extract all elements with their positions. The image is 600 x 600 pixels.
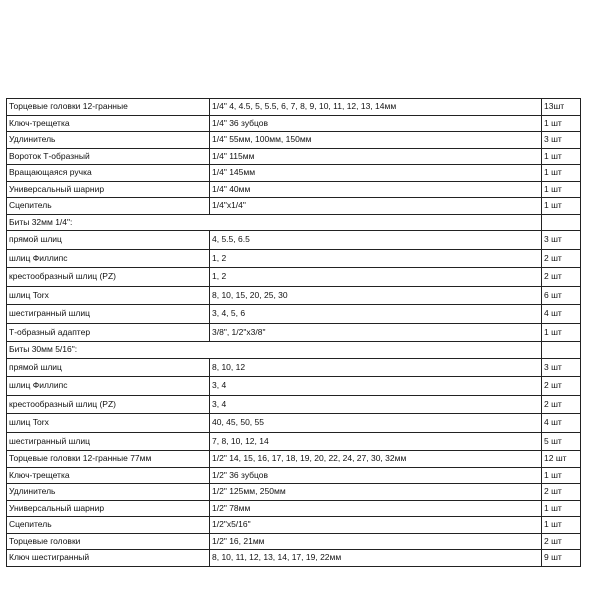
table-row bbox=[7, 148, 581, 165]
item-name-cell[interactable]: Удлинитель bbox=[7, 132, 210, 149]
item-qty-cell[interactable]: 1 шт bbox=[542, 115, 581, 132]
section-title-cell[interactable]: Биты 32мм 1/4": bbox=[7, 214, 210, 231]
item-qty-cell[interactable]: 1 шт bbox=[542, 148, 581, 165]
table-row bbox=[7, 414, 581, 433]
table-row bbox=[7, 268, 581, 287]
table-body bbox=[7, 99, 581, 567]
item-spec-cell[interactable]: 3/8", 1/2"х3/8" bbox=[210, 323, 542, 342]
item-spec-cell[interactable]: 1/2"х5/16" bbox=[210, 517, 542, 534]
table-row bbox=[7, 484, 581, 501]
item-qty-cell[interactable]: 3 шт bbox=[542, 132, 581, 149]
item-spec-cell[interactable]: 1/2" 125мм, 250мм bbox=[210, 484, 542, 501]
item-name-cell[interactable]: Торцевые головки bbox=[7, 533, 210, 550]
table-row bbox=[7, 286, 581, 305]
item-name-cell[interactable]: шлиц Филлипс bbox=[7, 377, 210, 396]
table-row bbox=[7, 181, 581, 198]
item-name-cell[interactable]: Т-образный адаптер bbox=[7, 323, 210, 342]
section-title-cell[interactable]: Биты 30мм 5/16": bbox=[7, 342, 210, 359]
item-name-cell[interactable]: Ключ-трещетка bbox=[7, 467, 210, 484]
item-name-cell[interactable]: Вращающаяся ручка bbox=[7, 165, 210, 182]
item-qty-cell[interactable]: 2 шт bbox=[542, 484, 581, 501]
item-spec-cell[interactable] bbox=[210, 214, 542, 231]
table-row bbox=[7, 132, 581, 149]
item-name-cell[interactable]: шестигранный шлиц bbox=[7, 305, 210, 324]
item-name-cell[interactable]: крестообразный шлиц (PZ) bbox=[7, 395, 210, 414]
item-name-cell[interactable]: Универсальный шарнир bbox=[7, 500, 210, 517]
table-row bbox=[7, 550, 581, 567]
table-row bbox=[7, 533, 581, 550]
item-qty-cell[interactable]: 1 шт bbox=[542, 198, 581, 215]
item-spec-cell[interactable]: 1, 2 bbox=[210, 249, 542, 268]
item-name-cell[interactable]: Торцевые головки 12-гранные bbox=[7, 99, 210, 116]
item-spec-cell[interactable]: 1/4" 40мм bbox=[210, 181, 542, 198]
table-row bbox=[7, 451, 581, 468]
table-row bbox=[7, 395, 581, 414]
table-row bbox=[7, 305, 581, 324]
item-spec-cell[interactable]: 40, 45, 50, 55 bbox=[210, 414, 542, 433]
item-qty-cell[interactable]: 1 шт bbox=[542, 467, 581, 484]
spreadsheet bbox=[6, 98, 581, 567]
item-qty-cell[interactable]: 2 шт bbox=[542, 249, 581, 268]
item-spec-cell[interactable]: 3, 4 bbox=[210, 377, 542, 396]
item-spec-cell[interactable]: 4, 5.5, 6.5 bbox=[210, 231, 542, 250]
item-name-cell[interactable]: прямой шлиц bbox=[7, 231, 210, 250]
item-qty-cell[interactable]: 3 шт bbox=[542, 358, 581, 377]
table-row bbox=[7, 377, 581, 396]
table-row bbox=[7, 198, 581, 215]
item-spec-cell[interactable]: 1/4" 145мм bbox=[210, 165, 542, 182]
item-spec-cell[interactable]: 1, 2 bbox=[210, 268, 542, 287]
item-qty-cell[interactable]: 1 шт bbox=[542, 181, 581, 198]
table-row bbox=[7, 99, 581, 116]
section-row bbox=[7, 214, 581, 231]
item-spec-cell[interactable]: 1/4" 36 зубцов bbox=[210, 115, 542, 132]
item-spec-cell[interactable]: 1/4" 115мм bbox=[210, 148, 542, 165]
item-qty-cell[interactable]: 1 шт bbox=[542, 323, 581, 342]
item-qty-cell[interactable]: 2 шт bbox=[542, 268, 581, 287]
item-qty-cell[interactable]: 2 шт bbox=[542, 395, 581, 414]
item-name-cell[interactable]: прямой шлиц bbox=[7, 358, 210, 377]
item-qty-cell[interactable]: 1 шт bbox=[542, 500, 581, 517]
table-row bbox=[7, 500, 581, 517]
item-name-cell[interactable]: Сцепитель bbox=[7, 517, 210, 534]
item-qty-cell[interactable]: 13шт bbox=[542, 99, 581, 116]
item-qty-cell[interactable]: 1 шт bbox=[542, 517, 581, 534]
item-name-cell[interactable]: Вороток Т-образный bbox=[7, 148, 210, 165]
item-name-cell[interactable]: Удлинитель bbox=[7, 484, 210, 501]
item-name-cell[interactable]: крестообразный шлиц (PZ) bbox=[7, 268, 210, 287]
item-qty-cell[interactable]: 5 шт bbox=[542, 432, 581, 451]
section-row bbox=[7, 342, 581, 359]
table-row bbox=[7, 115, 581, 132]
item-spec-cell[interactable]: 1/4" 4, 4.5, 5, 5.5, 6, 7, 8, 9, 10, 11, 12, 13, 14мм bbox=[210, 99, 542, 116]
item-name-cell[interactable]: Торцевые головки 12-гранные 77мм bbox=[7, 451, 210, 468]
item-spec-cell[interactable]: 3, 4 bbox=[210, 395, 542, 414]
item-name-cell[interactable]: шлиц Филлипс bbox=[7, 249, 210, 268]
item-spec-cell[interactable]: 7, 8, 10, 12, 14 bbox=[210, 432, 542, 451]
item-name-cell[interactable]: Ключ-трещетка bbox=[7, 115, 210, 132]
table-row bbox=[7, 432, 581, 451]
item-spec-cell[interactable]: 1/2" 78мм bbox=[210, 500, 542, 517]
item-spec-cell[interactable] bbox=[210, 342, 542, 359]
table-row bbox=[7, 517, 581, 534]
item-qty-cell[interactable]: 4 шт bbox=[542, 305, 581, 324]
item-spec-cell[interactable]: 1/4" 55мм, 100мм, 150мм bbox=[210, 132, 542, 149]
table-row bbox=[7, 231, 581, 250]
item-qty-cell[interactable]: 2 шт bbox=[542, 377, 581, 396]
item-name-cell[interactable]: шлиц Torx bbox=[7, 414, 210, 433]
item-spec-cell[interactable]: 1/4"х1/4" bbox=[210, 198, 542, 215]
item-qty-cell[interactable]: 9 шт bbox=[542, 550, 581, 567]
item-spec-cell[interactable]: 3, 4, 5, 6 bbox=[210, 305, 542, 324]
item-name-cell[interactable]: Сцепитель bbox=[7, 198, 210, 215]
table-row bbox=[7, 249, 581, 268]
item-name-cell[interactable]: Ключ шестигранный bbox=[7, 550, 210, 567]
item-spec-cell[interactable]: 8, 10, 15, 20, 25, 30 bbox=[210, 286, 542, 305]
item-qty-cell[interactable]: 3 шт bbox=[542, 231, 581, 250]
item-spec-cell[interactable]: 1/2" 14, 15, 16, 17, 18, 19, 20, 22, 24, 27, 30, 32мм bbox=[210, 451, 542, 468]
item-qty-cell[interactable]: 1 шт bbox=[542, 165, 581, 182]
item-qty-cell[interactable]: 2 шт bbox=[542, 533, 581, 550]
item-qty-cell[interactable] bbox=[542, 342, 581, 359]
item-name-cell[interactable]: шлиц Torx bbox=[7, 286, 210, 305]
item-spec-cell[interactable]: 1/2" 16, 21мм bbox=[210, 533, 542, 550]
item-name-cell[interactable]: шестигранный шлиц bbox=[7, 432, 210, 451]
table-row bbox=[7, 467, 581, 484]
item-spec-cell[interactable]: 1/2" 36 зубцов bbox=[210, 467, 542, 484]
item-spec-cell[interactable]: 8, 10, 11, 12, 13, 14, 17, 19, 22мм bbox=[210, 550, 542, 567]
item-qty-cell[interactable]: 12 шт bbox=[542, 451, 581, 468]
tool-set-table bbox=[6, 98, 581, 567]
item-qty-cell[interactable]: 4 шт bbox=[542, 414, 581, 433]
item-spec-cell[interactable]: 8, 10, 12 bbox=[210, 358, 542, 377]
item-name-cell[interactable]: Универсальный шарнир bbox=[7, 181, 210, 198]
table-row bbox=[7, 323, 581, 342]
table-row bbox=[7, 165, 581, 182]
table-row bbox=[7, 358, 581, 377]
item-qty-cell[interactable]: 6 шт bbox=[542, 286, 581, 305]
item-qty-cell[interactable] bbox=[542, 214, 581, 231]
